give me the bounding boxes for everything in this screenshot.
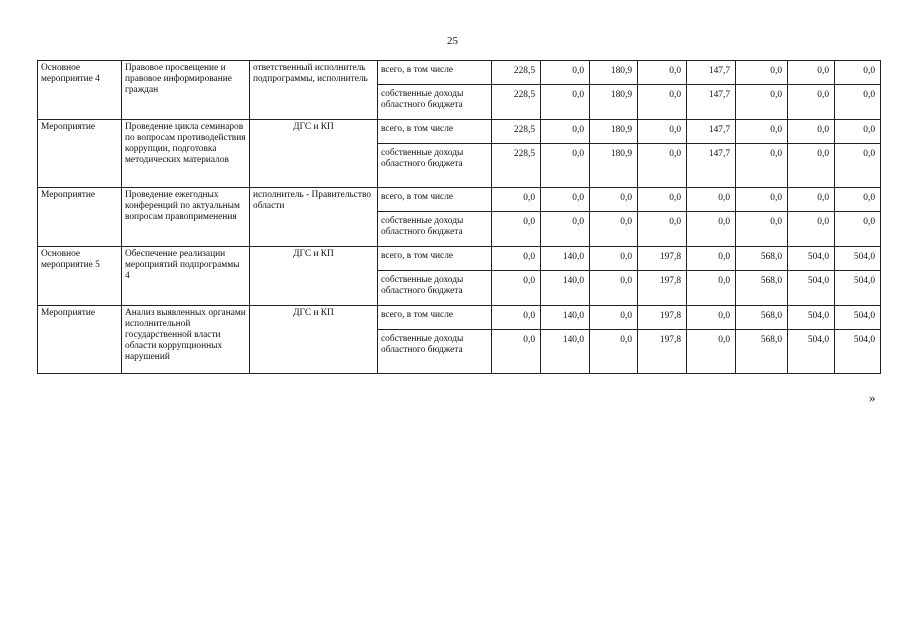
- amount-cell: 0,0: [638, 120, 687, 144]
- row-executor-cell: ДГС и КП: [250, 247, 378, 306]
- amount-cell: 0,0: [541, 212, 590, 247]
- amount-cell: 0,0: [736, 120, 788, 144]
- row-executor-cell: ДГС и КП: [250, 306, 378, 374]
- amount-cell: 0,0: [687, 330, 736, 374]
- funding-source-cell: всего, в том числе: [378, 61, 492, 85]
- amount-cell: 0,0: [541, 61, 590, 85]
- table-row-total: [38, 120, 881, 144]
- funding-source-cell: всего, в том числе: [378, 188, 492, 212]
- amount-cell: 0,0: [835, 85, 881, 120]
- table-body: [38, 61, 881, 374]
- amount-cell: 197,8: [638, 271, 687, 306]
- amount-cell: 140,0: [541, 306, 590, 330]
- amount-cell: 0,0: [835, 212, 881, 247]
- amount-cell: 0,0: [492, 188, 541, 212]
- amount-cell: 0,0: [492, 247, 541, 271]
- amount-cell: 0,0: [835, 120, 881, 144]
- amount-cell: 0,0: [590, 247, 638, 271]
- row-name-cell: Правовое просвещение и правовое информирование граждан: [122, 61, 250, 120]
- funding-source-cell: собственные доходы областного бюджета: [378, 144, 492, 188]
- amount-cell: 0,0: [736, 61, 788, 85]
- amount-cell: 0,0: [638, 61, 687, 85]
- amount-cell: 180,9: [590, 61, 638, 85]
- table-row-total: [38, 188, 881, 212]
- row-type-cell: Мероприятие: [38, 120, 122, 188]
- amount-cell: 0,0: [492, 306, 541, 330]
- amount-cell: 0,0: [541, 188, 590, 212]
- amount-cell: 180,9: [590, 120, 638, 144]
- amount-cell: 228,5: [492, 144, 541, 188]
- funding-source-cell: собственные доходы областного бюджета: [378, 212, 492, 247]
- row-name-cell: Анализ выявленных органами исполнительной государственной власти области коррупционных нарушений: [122, 306, 250, 374]
- amount-cell: 0,0: [541, 144, 590, 188]
- row-name-cell: Обеспечение реализации мероприятий подпрограммы 4: [122, 247, 250, 306]
- amount-cell: 504,0: [835, 306, 881, 330]
- amount-cell: 0,0: [788, 120, 835, 144]
- amount-cell: 0,0: [835, 61, 881, 85]
- amount-cell: 568,0: [736, 330, 788, 374]
- amount-cell: 504,0: [788, 306, 835, 330]
- amount-cell: 0,0: [736, 212, 788, 247]
- amount-cell: 0,0: [590, 306, 638, 330]
- amount-cell: 568,0: [736, 271, 788, 306]
- row-executor-cell: ответственный исполнитель подпрограммы, исполнитель: [250, 61, 378, 120]
- row-name-cell: Проведение ежегодных конференций по актуальным вопросам правоприменения: [122, 188, 250, 247]
- amount-cell: 0,0: [687, 188, 736, 212]
- row-type-cell: Основное мероприятие 4: [38, 61, 122, 120]
- amount-cell: 0,0: [736, 85, 788, 120]
- amount-cell: 0,0: [590, 188, 638, 212]
- amount-cell: 147,7: [687, 61, 736, 85]
- amount-cell: 0,0: [788, 188, 835, 212]
- amount-cell: 504,0: [788, 330, 835, 374]
- amount-cell: 0,0: [638, 85, 687, 120]
- amount-cell: 0,0: [736, 188, 788, 212]
- amount-cell: 0,0: [541, 120, 590, 144]
- amount-cell: 197,8: [638, 306, 687, 330]
- amount-cell: 0,0: [492, 212, 541, 247]
- amount-cell: 0,0: [687, 212, 736, 247]
- funding-source-cell: собственные доходы областного бюджета: [378, 85, 492, 120]
- amount-cell: 0,0: [687, 306, 736, 330]
- amount-cell: 0,0: [835, 188, 881, 212]
- amount-cell: 228,5: [492, 120, 541, 144]
- amount-cell: 568,0: [736, 306, 788, 330]
- amount-cell: 0,0: [590, 212, 638, 247]
- amount-cell: 0,0: [788, 61, 835, 85]
- amount-cell: 140,0: [541, 330, 590, 374]
- amount-cell: 228,5: [492, 85, 541, 120]
- row-type-cell: Мероприятие: [38, 306, 122, 374]
- amount-cell: 0,0: [788, 85, 835, 120]
- funding-source-cell: всего, в том числе: [378, 120, 492, 144]
- amount-cell: 197,8: [638, 247, 687, 271]
- amount-cell: 504,0: [835, 247, 881, 271]
- funding-source-cell: всего, в том числе: [378, 306, 492, 330]
- amount-cell: 140,0: [541, 247, 590, 271]
- funding-source-cell: всего, в том числе: [378, 247, 492, 271]
- closing-quote: »: [869, 390, 876, 405]
- amount-cell: 0,0: [638, 188, 687, 212]
- amount-cell: 0,0: [788, 144, 835, 188]
- amount-cell: 197,8: [638, 330, 687, 374]
- amount-cell: 147,7: [687, 144, 736, 188]
- amount-cell: 180,9: [590, 144, 638, 188]
- amount-cell: 0,0: [638, 144, 687, 188]
- amount-cell: 0,0: [736, 144, 788, 188]
- table-row-total: [38, 306, 881, 330]
- table-row-total: [38, 61, 881, 85]
- amount-cell: 180,9: [590, 85, 638, 120]
- amount-cell: 0,0: [590, 271, 638, 306]
- amount-cell: 147,7: [687, 85, 736, 120]
- amount-cell: 0,0: [687, 271, 736, 306]
- row-name-cell: Проведение цикла семинаров по вопросам противодействия коррупции, подготовка методических материалов: [122, 120, 250, 188]
- budget-table: [37, 60, 881, 374]
- amount-cell: 0,0: [788, 212, 835, 247]
- amount-cell: 228,5: [492, 61, 541, 85]
- amount-cell: 568,0: [736, 247, 788, 271]
- amount-cell: 0,0: [590, 330, 638, 374]
- amount-cell: 504,0: [835, 271, 881, 306]
- amount-cell: 0,0: [638, 212, 687, 247]
- funding-source-cell: собственные доходы областного бюджета: [378, 330, 492, 374]
- amount-cell: 140,0: [541, 271, 590, 306]
- amount-cell: 0,0: [835, 144, 881, 188]
- amount-cell: 0,0: [492, 271, 541, 306]
- row-executor-cell: ДГС и КП: [250, 120, 378, 188]
- funding-source-cell: собственные доходы областного бюджета: [378, 271, 492, 306]
- row-type-cell: Мероприятие: [38, 188, 122, 247]
- amount-cell: 0,0: [687, 247, 736, 271]
- row-executor-cell: исполнитель - Правительство области: [250, 188, 378, 247]
- amount-cell: 504,0: [788, 247, 835, 271]
- page-number: 25: [447, 35, 458, 47]
- amount-cell: 504,0: [835, 330, 881, 374]
- table-row-total: [38, 247, 881, 271]
- amount-cell: 0,0: [492, 330, 541, 374]
- amount-cell: 147,7: [687, 120, 736, 144]
- amount-cell: 504,0: [788, 271, 835, 306]
- amount-cell: 0,0: [541, 85, 590, 120]
- row-type-cell: Основное мероприятие 5: [38, 247, 122, 306]
